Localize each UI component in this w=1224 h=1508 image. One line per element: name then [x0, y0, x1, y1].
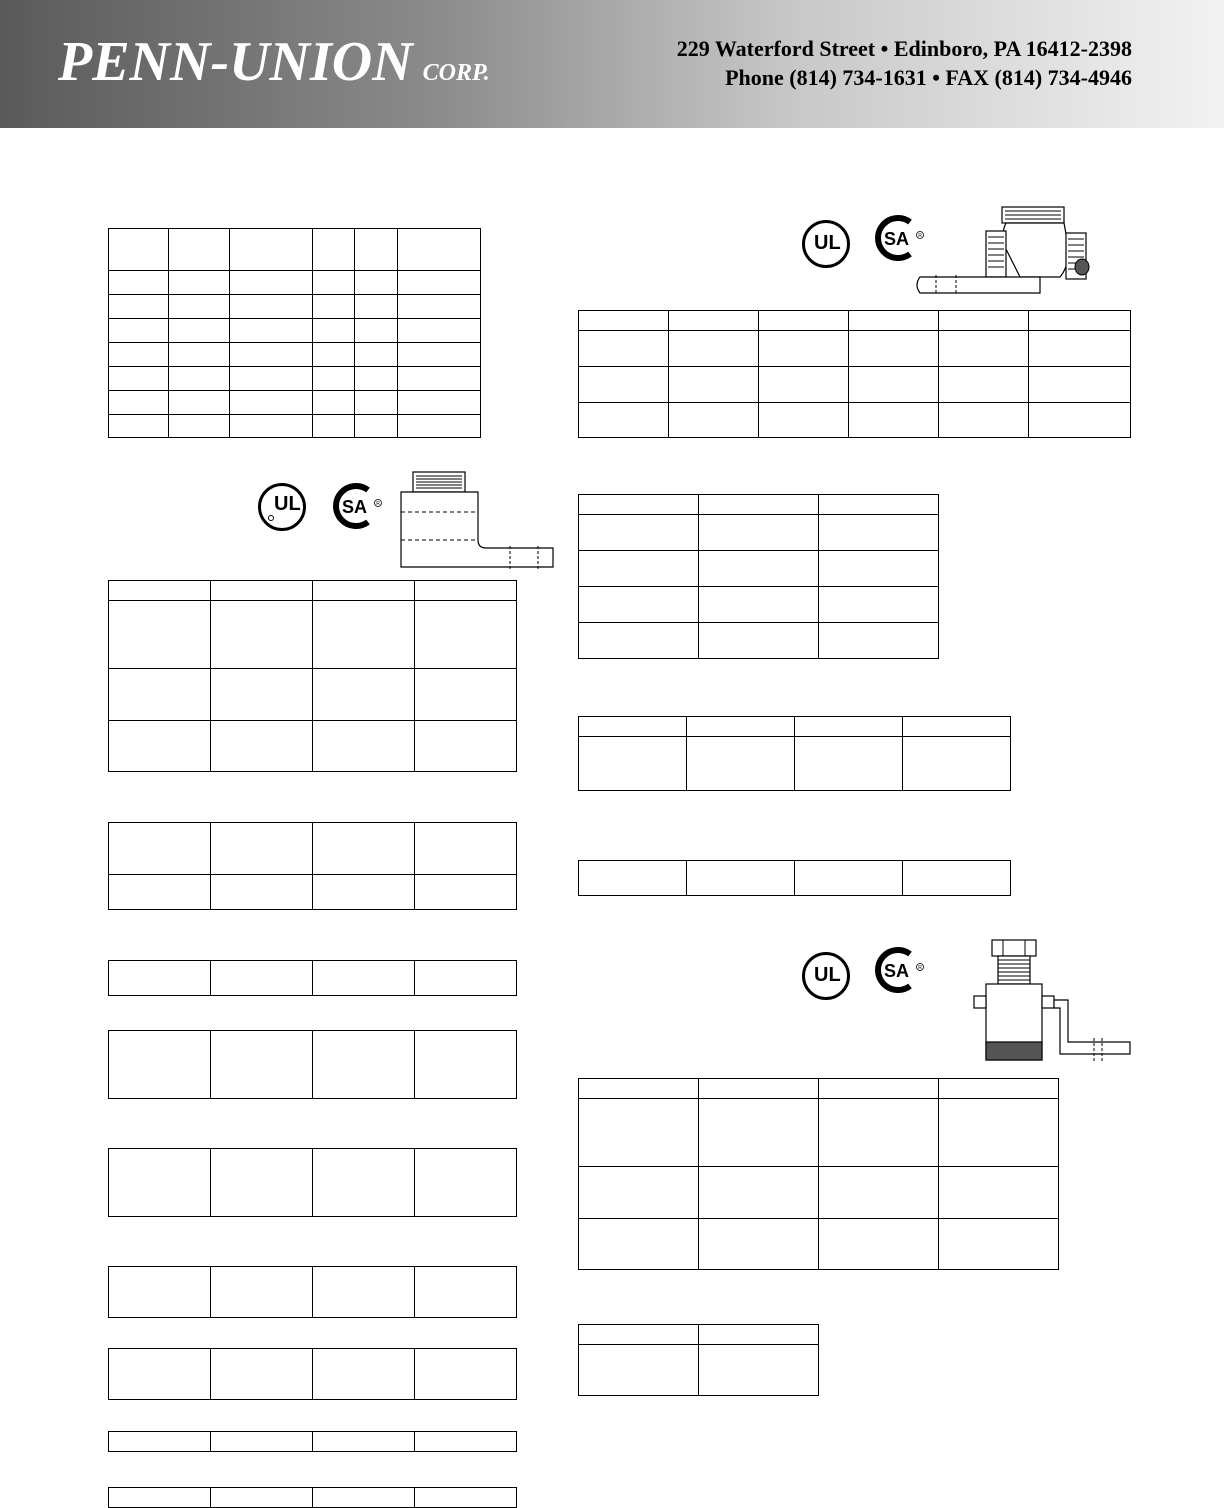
table-cell — [669, 331, 759, 367]
table-cell — [313, 1488, 415, 1508]
table-cell — [903, 861, 1011, 896]
table-cell — [355, 271, 398, 295]
table-cell — [1029, 367, 1131, 403]
table-cell — [169, 229, 230, 271]
table-cell — [795, 737, 903, 791]
table-cell — [398, 295, 481, 319]
table-cell — [109, 367, 169, 391]
table-cell — [579, 623, 699, 659]
company-name: PENN-UNION — [58, 31, 413, 93]
table-cell — [699, 587, 819, 623]
table-row — [579, 1099, 1059, 1167]
table-cell — [230, 295, 313, 319]
table-cell — [211, 601, 313, 669]
table-cell — [109, 1267, 211, 1318]
table-row — [109, 581, 517, 601]
table-cell — [415, 721, 517, 772]
table-cell — [109, 271, 169, 295]
table-cell — [819, 1079, 939, 1099]
table-cell — [169, 391, 230, 415]
spec-table-7 — [108, 1266, 517, 1318]
svg-text:UL: UL — [814, 964, 841, 986]
table-row — [579, 717, 1011, 737]
table-row — [109, 271, 481, 295]
table-cell — [355, 229, 398, 271]
connector-lug-drawing — [398, 470, 556, 570]
table-cell — [699, 1167, 819, 1219]
table-row — [109, 669, 517, 721]
spec-table-11 — [578, 310, 1131, 438]
table-cell — [313, 1267, 415, 1318]
svg-text:R: R — [918, 965, 922, 971]
table-cell — [819, 587, 939, 623]
table-cell — [355, 319, 398, 343]
table-cell — [939, 403, 1029, 438]
table-cell — [699, 495, 819, 515]
table-cell — [230, 367, 313, 391]
table-cell — [211, 1432, 313, 1452]
table-cell — [579, 717, 687, 737]
table-cell — [795, 861, 903, 896]
table-cell — [211, 823, 313, 875]
spec-table-13 — [578, 716, 1011, 791]
table-cell — [819, 623, 939, 659]
table-cell — [819, 515, 939, 551]
spec-table-10 — [108, 1487, 517, 1508]
table-cell — [109, 1349, 211, 1400]
table-cell — [415, 823, 517, 875]
table-cell — [313, 319, 355, 343]
table-row — [109, 319, 481, 343]
table-cell — [211, 875, 313, 910]
table-cell — [579, 495, 699, 515]
table-cell — [398, 319, 481, 343]
table-cell — [313, 823, 415, 875]
spec-table-3 — [108, 822, 517, 910]
table-cell — [579, 737, 687, 791]
svg-text:R: R — [376, 501, 380, 507]
table-cell — [355, 367, 398, 391]
table-row — [579, 515, 939, 551]
table-row — [109, 1149, 517, 1217]
table-cell — [313, 875, 415, 910]
table-cell — [398, 229, 481, 271]
table-row — [109, 823, 517, 875]
table-row — [579, 1325, 819, 1345]
spec-table-5 — [108, 1030, 517, 1099]
table-cell — [109, 229, 169, 271]
table-cell — [939, 1219, 1059, 1270]
table-cell — [313, 1432, 415, 1452]
table-row — [109, 415, 481, 438]
table-cell — [109, 1149, 211, 1217]
table-cell — [415, 581, 517, 601]
table-cell — [699, 515, 819, 551]
table-cell — [109, 601, 211, 669]
table-row — [109, 601, 517, 669]
table-cell — [211, 1488, 313, 1508]
connector-lug-drawing-2 — [910, 205, 1094, 297]
table-cell — [230, 343, 313, 367]
table-cell — [169, 367, 230, 391]
table-cell — [579, 331, 669, 367]
table-cell — [579, 1099, 699, 1167]
spec-table-2 — [108, 580, 517, 772]
table-cell — [819, 551, 939, 587]
table-row — [579, 495, 939, 515]
table-row — [579, 1219, 1059, 1270]
table-row — [109, 367, 481, 391]
table-cell — [398, 391, 481, 415]
table-row — [579, 737, 1011, 791]
table-cell — [669, 311, 759, 331]
table-cell — [109, 961, 211, 996]
table-cell — [579, 403, 669, 438]
table-cell — [313, 229, 355, 271]
table-cell — [819, 1219, 939, 1270]
table-cell — [169, 415, 230, 438]
table-row — [579, 1345, 819, 1396]
table-cell — [355, 415, 398, 438]
table-row — [579, 587, 939, 623]
table-cell — [169, 319, 230, 343]
table-row — [109, 961, 517, 996]
spec-table-8 — [108, 1348, 517, 1400]
table-cell — [1029, 403, 1131, 438]
table-row — [579, 551, 939, 587]
table-cell — [211, 1031, 313, 1099]
table-cell — [313, 1149, 415, 1217]
connector-bolt-lug-drawing — [970, 938, 1134, 1066]
csa-letters: SA — [342, 497, 368, 517]
table-cell — [211, 961, 313, 996]
table-cell — [211, 1149, 313, 1217]
table-cell — [230, 391, 313, 415]
spec-table-4 — [108, 960, 517, 996]
spec-table-14 — [578, 860, 1011, 896]
table-cell — [687, 717, 795, 737]
table-row — [579, 311, 1131, 331]
table-cell — [169, 295, 230, 319]
table-cell — [313, 961, 415, 996]
table-cell — [579, 587, 699, 623]
table-cell — [355, 391, 398, 415]
table-cell — [313, 1031, 415, 1099]
table-cell — [355, 343, 398, 367]
table-row — [109, 1432, 517, 1452]
company-address — [677, 34, 1132, 92]
table-cell — [415, 1432, 517, 1452]
table-cell — [211, 1267, 313, 1318]
table-cell — [687, 737, 795, 791]
table-cell — [398, 415, 481, 438]
table-cell — [795, 717, 903, 737]
svg-text:R: R — [918, 233, 922, 239]
table-cell — [211, 669, 313, 721]
table-cell — [699, 551, 819, 587]
table-cell — [313, 669, 415, 721]
table-cell — [579, 1167, 699, 1219]
table-cell — [939, 1099, 1059, 1167]
table-cell — [415, 669, 517, 721]
table-cell — [109, 1432, 211, 1452]
ul-listed-icon-3 — [801, 951, 851, 1001]
table-cell — [759, 331, 849, 367]
spec-table-15 — [578, 1078, 1059, 1270]
table-cell — [211, 581, 313, 601]
table-cell — [230, 415, 313, 438]
table-cell — [230, 319, 313, 343]
table-cell — [699, 1099, 819, 1167]
table-cell — [109, 319, 169, 343]
table-row — [579, 1167, 1059, 1219]
table-cell — [579, 861, 687, 896]
spec-table-6 — [108, 1148, 517, 1217]
table-cell — [313, 391, 355, 415]
table-cell — [579, 1345, 699, 1396]
table-cell — [669, 403, 759, 438]
table-cell — [415, 875, 517, 910]
table-cell — [819, 1167, 939, 1219]
table-cell — [819, 1099, 939, 1167]
table-cell — [313, 721, 415, 772]
table-cell — [1029, 311, 1131, 331]
table-row — [109, 1267, 517, 1318]
table-cell — [109, 581, 211, 601]
table-cell — [699, 1079, 819, 1099]
table-cell — [903, 717, 1011, 737]
table-cell — [579, 1325, 699, 1345]
table-row — [109, 343, 481, 367]
table-row — [109, 1488, 517, 1508]
table-cell — [109, 669, 211, 721]
table-cell — [230, 229, 313, 271]
table-cell — [109, 343, 169, 367]
csa-certified-icon — [328, 482, 386, 530]
table-row — [579, 1079, 1059, 1099]
table-cell — [849, 311, 939, 331]
table-row — [579, 367, 1131, 403]
table-cell — [415, 1149, 517, 1217]
table-cell — [109, 721, 211, 772]
company-logo — [58, 30, 490, 105]
table-cell — [579, 515, 699, 551]
table-cell — [939, 331, 1029, 367]
table-cell — [939, 1167, 1059, 1219]
table-cell — [211, 1349, 313, 1400]
table-cell — [699, 623, 819, 659]
table-cell — [415, 961, 517, 996]
spec-table-16 — [578, 1324, 819, 1396]
table-cell — [579, 1219, 699, 1270]
table-cell — [169, 271, 230, 295]
table-cell — [313, 601, 415, 669]
table-cell — [398, 367, 481, 391]
table-cell — [313, 367, 355, 391]
table-cell — [849, 331, 939, 367]
table-row — [579, 861, 1011, 896]
ul-listed-icon — [257, 482, 307, 532]
table-row — [579, 403, 1131, 438]
ul-listed-icon-2 — [801, 219, 851, 269]
table-cell — [849, 367, 939, 403]
table-row — [579, 331, 1131, 367]
table-cell — [759, 367, 849, 403]
table-cell — [699, 1325, 819, 1345]
table-cell — [669, 367, 759, 403]
table-cell — [109, 391, 169, 415]
table-cell — [313, 581, 415, 601]
table-cell — [759, 311, 849, 331]
table-cell — [109, 823, 211, 875]
table-cell — [759, 403, 849, 438]
table-cell — [579, 311, 669, 331]
svg-text:UL: UL — [814, 232, 841, 254]
table-cell — [109, 1031, 211, 1099]
company-suffix: CORP. — [422, 60, 490, 86]
svg-text:SA: SA — [884, 961, 910, 981]
table-cell — [849, 403, 939, 438]
table-cell — [109, 875, 211, 910]
spec-table-9 — [108, 1431, 517, 1452]
table-cell — [415, 1488, 517, 1508]
table-cell — [313, 415, 355, 438]
contact-line: Phone (814) 734-1631 • FAX (814) 734-4946 — [725, 65, 1132, 90]
table-row — [109, 721, 517, 772]
table-cell — [819, 495, 939, 515]
table-cell — [355, 295, 398, 319]
table-cell — [398, 343, 481, 367]
table-cell — [415, 1267, 517, 1318]
table-cell — [211, 721, 313, 772]
table-cell — [699, 1345, 819, 1396]
table-cell — [313, 1349, 415, 1400]
table-cell — [579, 1079, 699, 1099]
table-cell — [313, 295, 355, 319]
table-row — [109, 1349, 517, 1400]
table-cell — [903, 737, 1011, 791]
table-cell — [939, 367, 1029, 403]
table-cell — [579, 551, 699, 587]
spec-table-1 — [108, 228, 481, 438]
table-row — [109, 875, 517, 910]
svg-text:SA: SA — [884, 229, 910, 249]
table-cell — [687, 861, 795, 896]
table-cell — [579, 367, 669, 403]
table-cell — [1029, 331, 1131, 367]
table-cell — [398, 271, 481, 295]
table-cell — [939, 311, 1029, 331]
table-cell — [109, 1488, 211, 1508]
table-row — [109, 229, 481, 271]
table-cell — [415, 601, 517, 669]
table-cell — [939, 1079, 1059, 1099]
table-row — [109, 1031, 517, 1099]
csa-certified-icon-3 — [870, 946, 928, 994]
table-cell — [169, 343, 230, 367]
table-cell — [699, 1219, 819, 1270]
spec-table-12 — [578, 494, 939, 659]
table-cell — [313, 343, 355, 367]
table-row — [109, 391, 481, 415]
header-band — [0, 0, 1224, 128]
table-cell — [313, 271, 355, 295]
table-row — [579, 623, 939, 659]
table-row — [109, 295, 481, 319]
ul-letter-u: UL — [274, 493, 301, 515]
table-cell — [415, 1349, 517, 1400]
table-cell — [230, 271, 313, 295]
address-line: 229 Waterford Street • Edinboro, PA 16412-2398 — [676, 36, 1132, 61]
table-cell — [109, 415, 169, 438]
table-cell — [109, 295, 169, 319]
table-cell — [415, 1031, 517, 1099]
